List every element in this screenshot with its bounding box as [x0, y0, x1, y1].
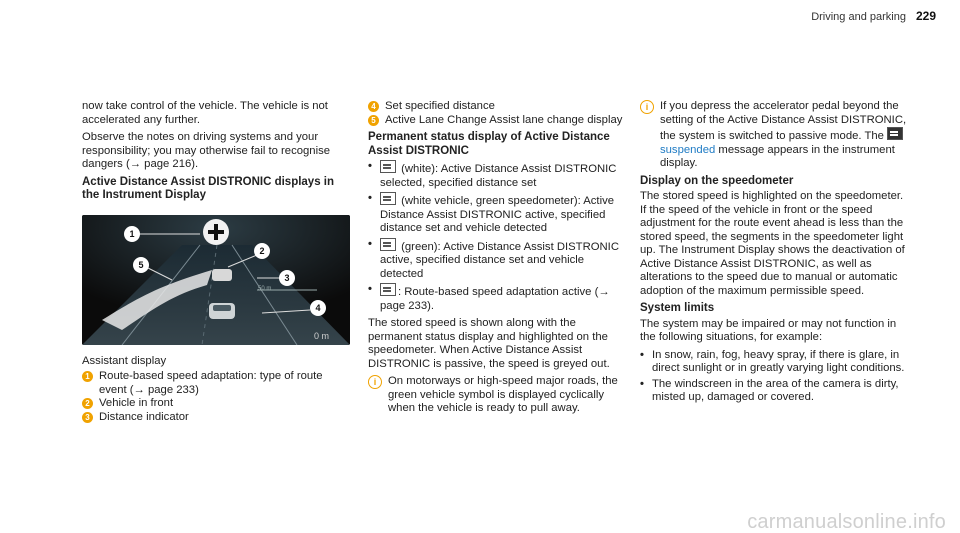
distronic-icon — [887, 127, 903, 140]
distronic-icon — [380, 192, 396, 205]
observe-text: Observe the notes on driving systems and your responsibility; you may otherwise fail to recognise dangers (→ page 216). — [82, 131, 331, 170]
svg-text:2: 2 — [259, 245, 265, 256]
section-heading: Active Distance Assist DISTRONIC displays in the Instrument Display — [82, 175, 335, 201]
info-icon: i — [640, 100, 654, 114]
page-header — [811, 10, 936, 25]
section-title: Driving and parking — [811, 11, 906, 23]
info-note: i If you depress the accelerator pedal beyond the setting of the Active Distance Assist DISTRONIC, the system is switched to passive mode. The suspended message appears in the instrument display. — [640, 100, 910, 171]
permanent-status-heading: Permanent status display of Active Distance Assist DISTRONIC — [368, 131, 610, 157]
column-right — [640, 100, 910, 407]
info-icon: i — [368, 375, 382, 389]
watermark: carmanualsonline.info — [747, 510, 946, 533]
number-badge: 2 — [82, 398, 93, 409]
limit-bullet: • The windscreen in the area of the camera is dirty, misted up, damaged or covered. — [640, 377, 899, 403]
distronic-icon — [380, 160, 396, 173]
legend-item-4: 4 Set specified distance — [368, 100, 630, 114]
status-bullet: • (green): Active Distance Assist DISTRONIC active, specified distance set and vehicle detected — [368, 237, 619, 280]
assistant-display-figure — [82, 215, 350, 345]
figure-distance-label: 50 m — [258, 285, 272, 292]
column-middle — [368, 100, 630, 416]
svg-text:3: 3 — [284, 272, 290, 283]
number-badge: 3 — [82, 412, 93, 423]
system-limits-heading: System limits — [640, 302, 715, 314]
suspended-text: suspended — [660, 143, 716, 156]
intro-text: now take control of the vehicle. The vehicle is not accelerated any further. — [82, 100, 328, 126]
figure-zero-label: 0 m — [314, 330, 330, 341]
svg-text:4: 4 — [315, 302, 321, 313]
system-limits-text: The system may be impaired or may not function in the following situations, for example: — [640, 317, 897, 343]
assistant-display-illustration — [82, 215, 350, 345]
status-bullet: • (white vehicle, green speedometer): Active Distance Assist DISTRONIC active, specified distance set and vehicle detected — [368, 192, 615, 234]
svg-text:1: 1 — [129, 228, 135, 239]
limit-bullet: • In snow, rain, fog, heavy spray, if there is glare, in direct sunlight or in greatly varying light conditions. — [640, 348, 905, 374]
status-bullet: • (white): Active Distance Assist DISTRONIC selected, specified distance set — [368, 160, 617, 189]
number-badge: 5 — [368, 115, 379, 126]
svg-text:5: 5 — [138, 259, 144, 270]
status-bullet: • : Route-based speed adaptation active (→ page 233). — [368, 283, 610, 312]
distronic-icon — [380, 238, 396, 251]
legend-item-2: 2 Vehicle in front — [82, 397, 352, 411]
legend-item-3: 3 Distance indicator — [82, 411, 352, 425]
own-vehicle — [209, 303, 235, 319]
column-left — [82, 100, 352, 424]
legend-item-1: 1 Route-based speed adaptation: type of route event (→ page 233) — [82, 370, 352, 397]
info-note: i On motorways or high-speed major roads, the green vehicle symbol is displayed cyclically when the vehicle is ready to pull away. — [368, 375, 630, 416]
stored-speed-text: The stored speed is shown along with the permanent status display and highlighted on the speedometer. When Active Distance Assist DISTRONIC is passive, the speed is greyed out. — [368, 317, 610, 370]
route-speed-icon — [380, 283, 396, 296]
page-number: 229 — [915, 9, 936, 23]
figure-caption: Assistant display — [82, 354, 167, 367]
vehicle-in-front — [212, 269, 232, 281]
route-event-icon — [203, 219, 229, 245]
speedometer-heading: Display on the speedometer — [640, 174, 794, 187]
legend-item-5: 5 Active Lane Change Assist lane change display — [368, 114, 630, 128]
number-badge: 1 — [82, 371, 93, 382]
number-badge: 4 — [368, 101, 379, 112]
speedometer-text: The stored speed is highlighted on the speedometer. If the speed of the vehicle in front or the speed adjustment for the route event ahead is less than the stored speed, the segments in the speedometer light up. The Instrument Display shows the deactivation of Active Distance Assist DISTRONIC, as well as alterations to the speed due to manual or automatic adoption of the maximum permissible speed. — [640, 190, 905, 297]
